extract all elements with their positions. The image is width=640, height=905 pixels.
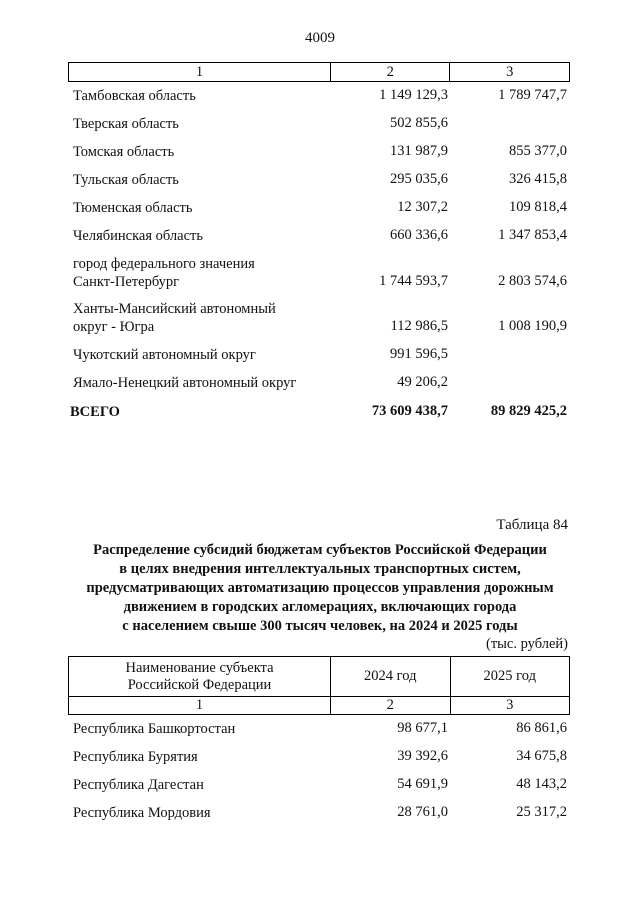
title-line: в целях внедрения интеллектуальных транспортных систем, [119, 561, 521, 577]
page-number: 4009 [305, 30, 335, 46]
header-region-line2: Российской Федерации [127, 676, 272, 693]
col-2-number: 2 [331, 697, 450, 715]
value-2024: 1 149 129,3 [379, 87, 448, 103]
region-name: Республика Бурятия [73, 749, 198, 765]
total-label: ВСЕГО [70, 404, 120, 420]
value-2025: 1 347 853,4 [498, 227, 567, 243]
title-line: движением в городских агломерациях, включающих города [123, 599, 517, 615]
region-name: Тюменская область [73, 200, 193, 216]
region-name: Челябинская область [73, 228, 203, 244]
region-name: Тамбовская область [73, 88, 196, 104]
table-title [60, 541, 580, 636]
region-name-line2: Санкт-Петербург [73, 274, 180, 290]
value-2024: 112 986,5 [390, 318, 448, 334]
value-2024: 49 206,2 [397, 374, 448, 390]
value-2025: 109 818,4 [509, 199, 567, 215]
value-2024: 1 744 593,7 [379, 273, 448, 289]
col-1-number: 1 [69, 697, 331, 715]
top-table-header [68, 62, 570, 82]
value-2024: 660 336,6 [390, 227, 448, 243]
value-2024: 502 855,6 [390, 115, 448, 131]
value-2025: 1 008 190,9 [498, 318, 567, 334]
title-line: с населением свыше 300 тысяч человек, на 2024 и 2025 годы [122, 618, 518, 634]
header-region-column [69, 657, 331, 697]
title-line: предусматривающих автоматизацию процессов управления дорожным [86, 580, 554, 596]
top-col-2-number: 2 [330, 63, 450, 82]
total-2024: 73 609 438,7 [371, 403, 448, 419]
value-2025: 2 803 574,6 [498, 273, 567, 289]
value-2025: 25 317,2 [516, 804, 567, 820]
value-2025: 855 377,0 [509, 143, 567, 159]
region-name: Чукотский автономный округ [73, 347, 256, 363]
region-name: Томская область [73, 144, 175, 160]
value-2024: 54 691,9 [397, 776, 448, 792]
value-2024: 28 761,0 [397, 804, 448, 820]
region-name: Ямало-Ненецкий автономный округ [73, 375, 297, 391]
region-name-line2: округ - Югра [73, 319, 155, 335]
value-2025: 48 143,2 [516, 776, 567, 792]
region-name-line1: город федерального значения [73, 256, 255, 272]
table-number-label: Таблица 84 [496, 517, 568, 533]
col-3-number: 3 [450, 697, 570, 715]
header-region-line1: Наименование субъекта [125, 659, 274, 676]
value-2025: 326 415,8 [509, 171, 567, 187]
table84-header [68, 656, 570, 715]
total-2025: 89 829 425,2 [490, 403, 567, 419]
value-2025: 1 789 747,7 [498, 87, 567, 103]
region-name: Республика Башкортостан [73, 721, 236, 737]
region-name: Тверская область [73, 116, 179, 132]
top-col-3-number: 3 [450, 63, 570, 82]
value-2024: 98 677,1 [397, 720, 448, 736]
header-2025: 2025 год [450, 657, 570, 697]
title-line: Распределение субсидий бюджетам субъектов Российской Федерации [93, 542, 547, 558]
top-col-1-number: 1 [69, 63, 331, 82]
value-2025: 34 675,8 [516, 748, 567, 764]
value-2025: 86 861,6 [516, 720, 567, 736]
region-name-line1: Ханты-Мансийский автономный [73, 301, 276, 317]
value-2024: 39 392,6 [397, 748, 448, 764]
region-name: Республика Мордовия [73, 805, 211, 821]
value-2024: 991 596,5 [390, 346, 448, 362]
value-2024: 12 307,2 [397, 199, 448, 215]
units-label: (тыс. рублей) [486, 636, 568, 652]
region-name: Тульская область [73, 172, 179, 188]
region-name: Республика Дагестан [73, 777, 204, 793]
value-2024: 131 987,9 [390, 143, 448, 159]
header-2024: 2024 год [331, 657, 450, 697]
value-2024: 295 035,6 [390, 171, 448, 187]
